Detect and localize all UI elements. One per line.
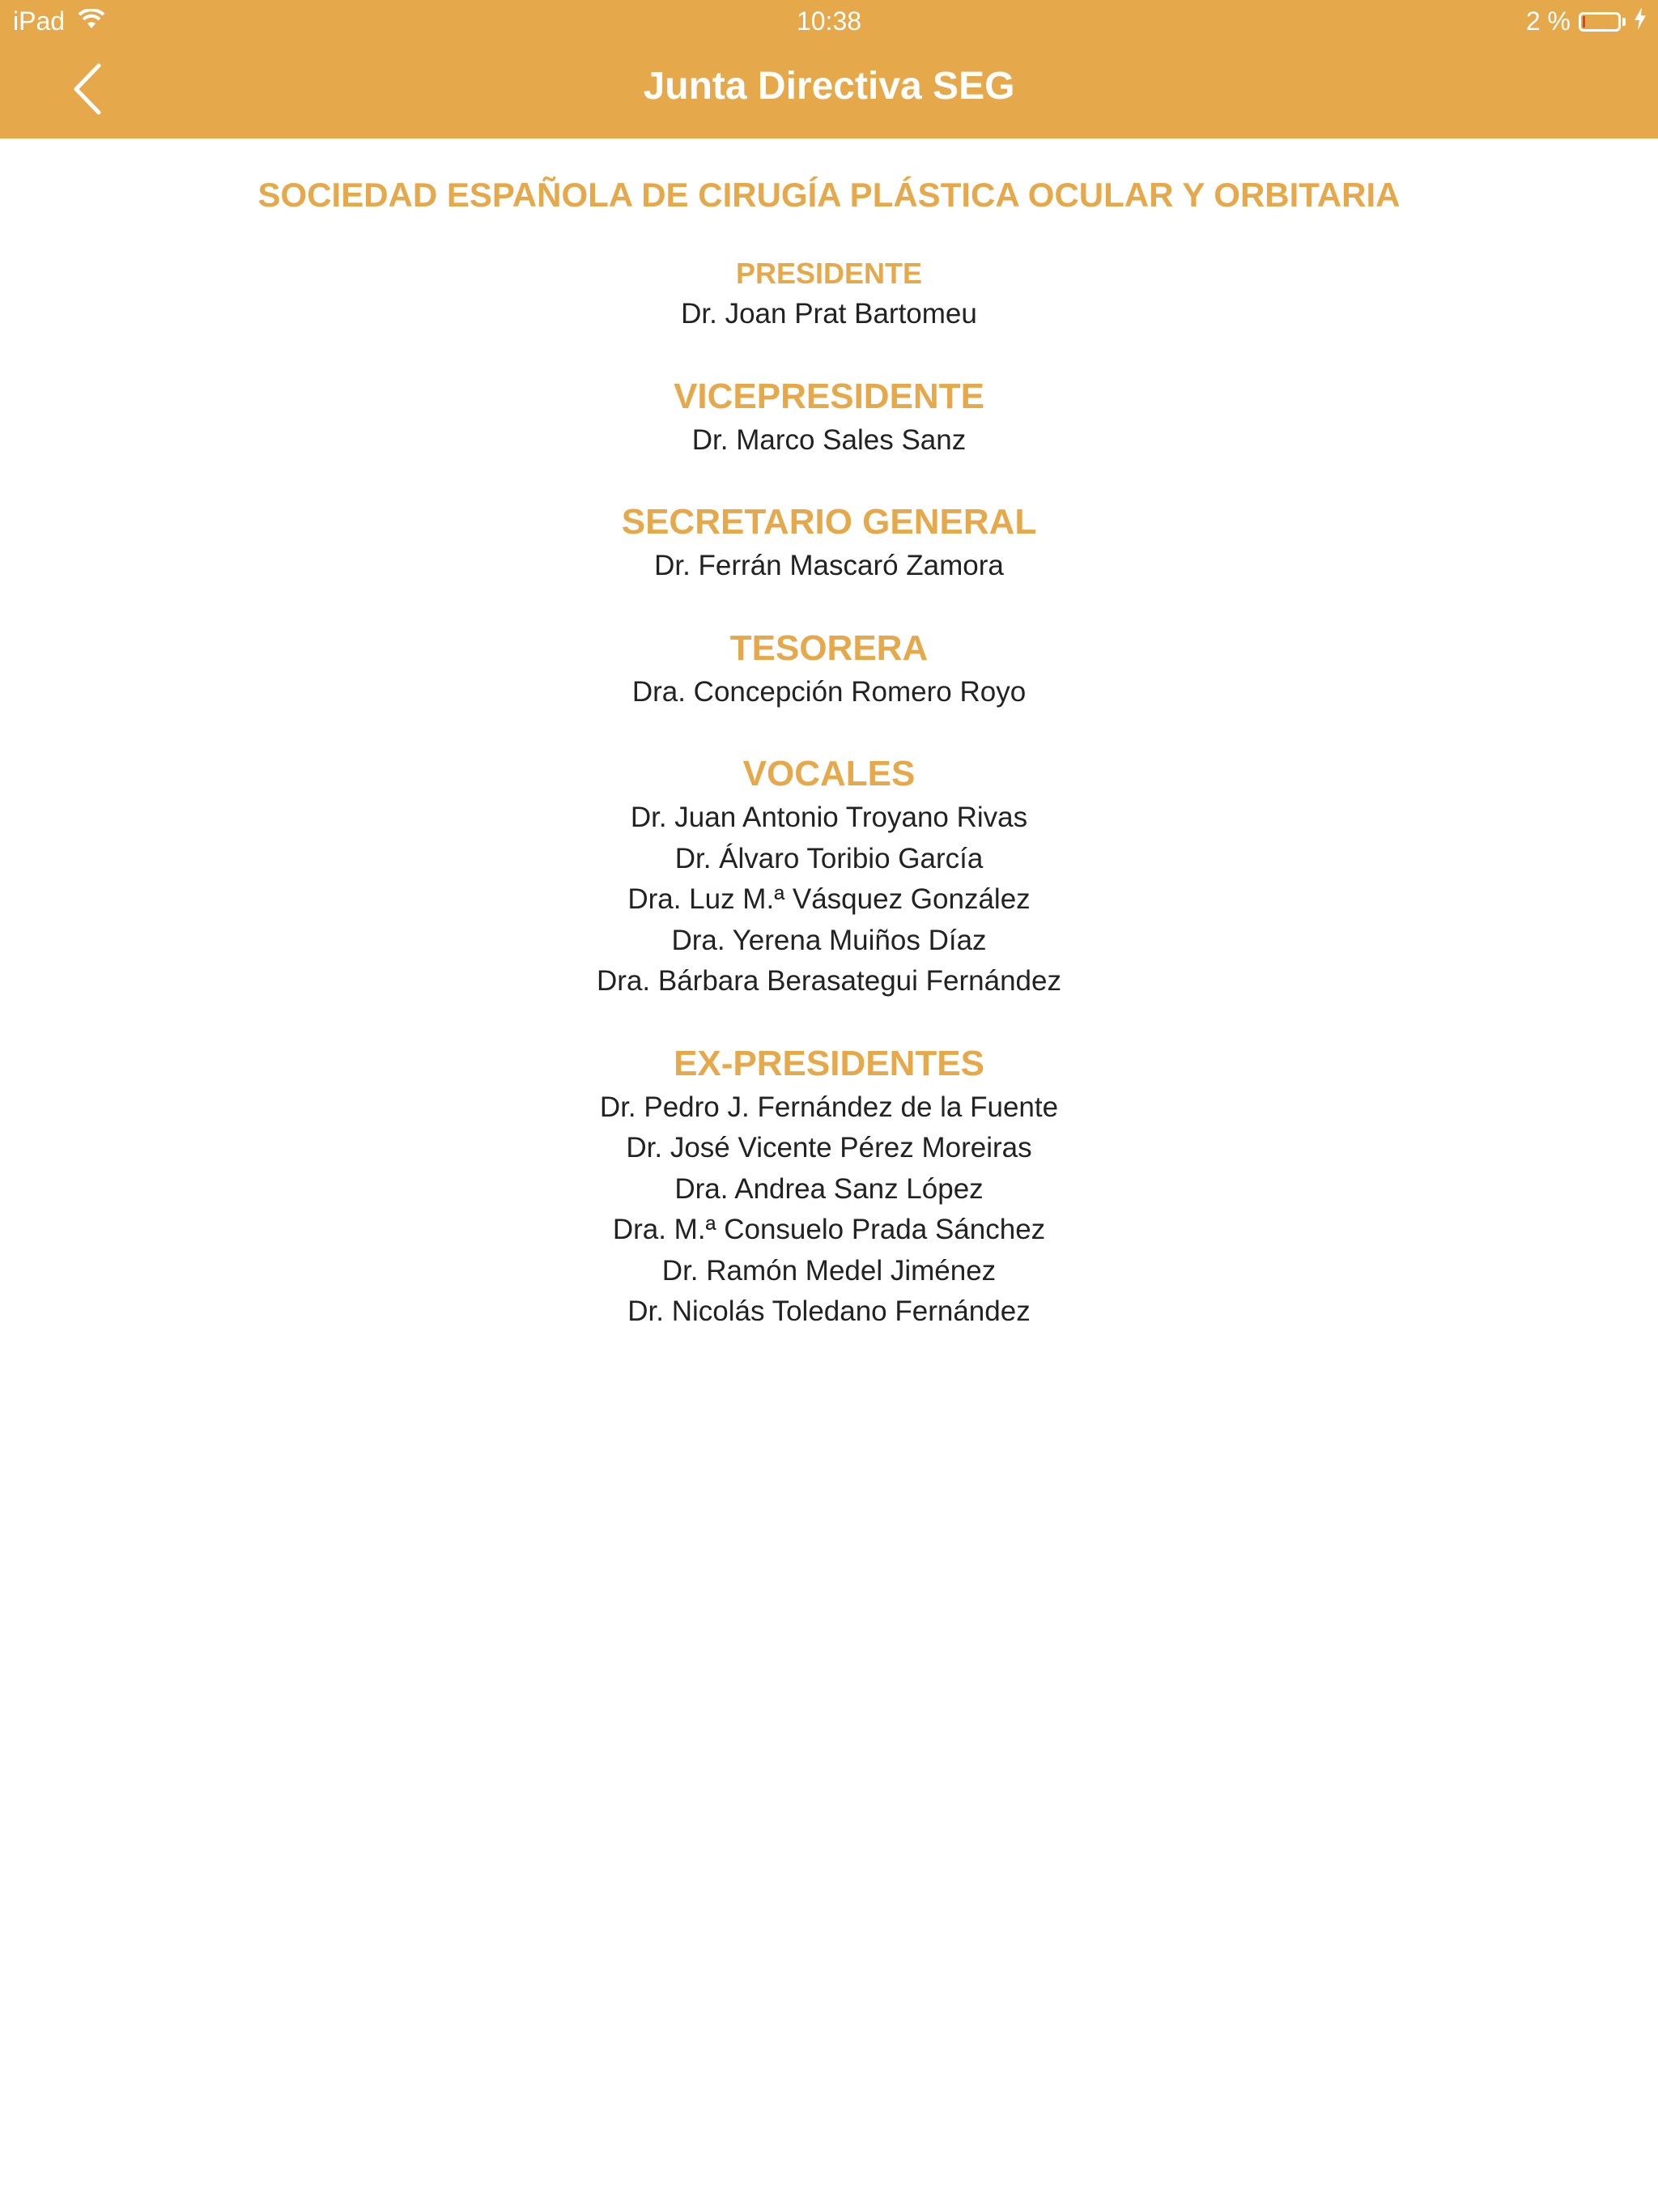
member-name: Dra. Luz M.ª Vásquez González <box>627 883 1031 915</box>
section-vicepresidente <box>0 373 1658 462</box>
section-ex-presidentes <box>0 1040 1658 1333</box>
member-name: Dr. Ramón Medel Jiménez <box>661 1254 997 1287</box>
member-name: Dra. M.ª Consuelo Prada Sánchez <box>612 1214 1046 1245</box>
top-bar <box>0 0 1658 138</box>
page-title: Junta Directiva SEG <box>643 65 1015 108</box>
device-label: iPad <box>13 6 66 36</box>
member-name: Dr. Pedro J. Fernández de la Fuente <box>599 1091 1059 1123</box>
section-tesorera <box>0 625 1658 713</box>
status-time: 10:38 <box>796 6 862 36</box>
section-title: PRESIDENTE <box>735 257 923 290</box>
member-name: Dr. Juan Antonio Troyano Rivas <box>630 802 1028 833</box>
status-bar <box>0 0 1658 45</box>
member-name: Dr. Marco Sales Sanz <box>691 423 967 456</box>
section-title: VICEPRESIDENTE <box>674 376 984 416</box>
battery-level <box>1583 16 1585 28</box>
member-name: Dra. Concepción Romero Royo <box>631 675 1027 708</box>
member-name: Dra. Andrea Sanz López <box>674 1172 984 1205</box>
section-title: VOCALES <box>742 754 916 793</box>
member-name: Dr. José Vicente Pérez Moreiras <box>626 1132 1032 1163</box>
member-name: Dra. Bárbara Berasategui Fernández <box>597 965 1061 997</box>
section-vocales <box>0 751 1658 1002</box>
status-right <box>1526 6 1647 36</box>
battery-cap <box>1622 18 1626 26</box>
battery-percent: 2 % <box>1525 6 1571 36</box>
battery-icon <box>1579 12 1621 32</box>
member-name: Dr. Ferrán Mascaró Zamora <box>654 550 1004 581</box>
section-title: SECRETARIO GENERAL <box>621 502 1037 542</box>
member-name: Dr. Joan Prat Bartomeu <box>681 298 977 330</box>
nav-bar <box>0 45 1658 138</box>
charging-bolt-icon <box>1634 6 1647 36</box>
member-name: Dr. Álvaro Toribio García <box>674 842 984 874</box>
society-name: SOCIEDAD ESPAÑOLA DE CIRUGÍA PLÁSTICA OCULAR Y ORBITARIA <box>257 176 1401 214</box>
board-content <box>0 138 1658 1333</box>
section-title: TESORERA <box>729 627 929 668</box>
section-secretario-general <box>0 499 1658 587</box>
section-title: EX-PRESIDENTES <box>674 1043 984 1083</box>
member-name: Dr. Nicolás Toledano Fernández <box>627 1295 1031 1327</box>
section-presidente <box>0 253 1658 335</box>
member-name: Dra. Yerena Muiños Díaz <box>671 924 987 956</box>
